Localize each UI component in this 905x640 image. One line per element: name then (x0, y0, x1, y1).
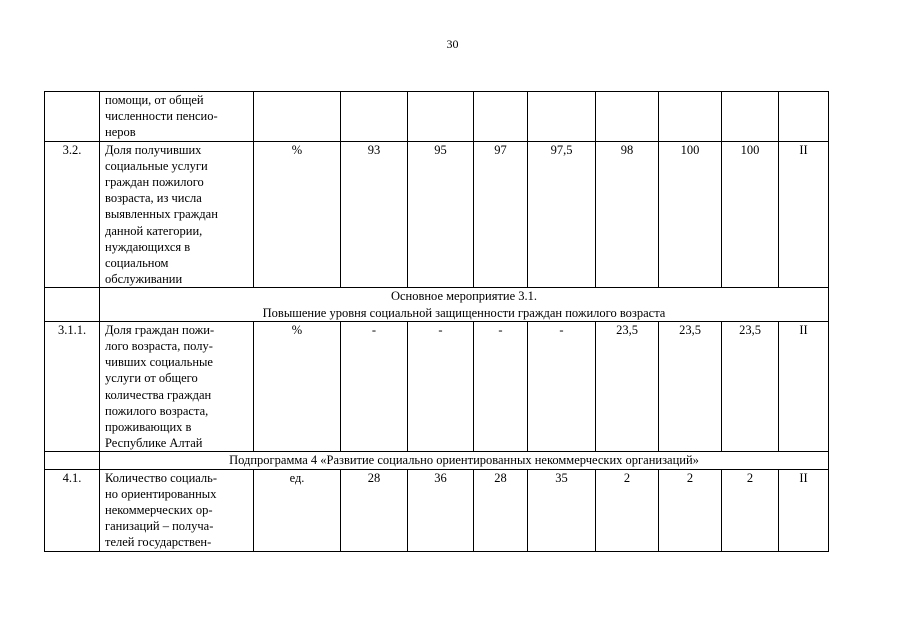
indicator-name-line: ганизаций – получа- (105, 519, 214, 534)
value-cell: - (341, 321, 408, 452)
indicator-name-cell (100, 469, 254, 551)
value-cell: 23,5 (722, 321, 779, 452)
indicator-name-line: неров (105, 125, 136, 140)
section-title-line: Повышение уровня социальной защищенности граждан пожилого возраста (262, 305, 666, 320)
value-cell: 93 (341, 141, 408, 288)
indicator-name-line: проживающих в (105, 420, 192, 435)
section-title-cell (100, 452, 829, 469)
section-row (45, 288, 829, 321)
indicator-name-line: телей государствен- (105, 535, 212, 550)
value-cell: 23,5 (659, 321, 722, 452)
indicator-name-cell (100, 321, 254, 452)
value-cell (659, 92, 722, 142)
value-cell: 97,5 (528, 141, 596, 288)
value-cell: 100 (722, 141, 779, 288)
table-row (45, 469, 829, 551)
value-cell (408, 92, 474, 142)
indicator-number-cell (45, 92, 100, 142)
value-cell: 2 (596, 469, 659, 551)
indicator-name-line: некоммерческих ор- (105, 503, 213, 518)
section-title-cell (100, 288, 829, 321)
section-number-cell (45, 452, 100, 469)
unit-cell: % (254, 321, 341, 452)
unit-cell (254, 92, 341, 142)
source-cell: II (779, 141, 829, 288)
table-row (45, 321, 829, 452)
value-cell (341, 92, 408, 142)
value-cell: 97 (474, 141, 528, 288)
value-cell (596, 92, 659, 142)
source-cell (779, 92, 829, 142)
indicator-name-line: чивших социальные (105, 355, 213, 370)
indicator-name-line: количества граждан (105, 387, 212, 402)
section-number-cell (45, 288, 100, 321)
indicator-name-line: Доля получивших (105, 142, 202, 157)
value-cell (722, 92, 779, 142)
indicator-name-line: но ориентированных (105, 486, 217, 501)
table-row (45, 141, 829, 288)
indicator-name-line: данной категории, (105, 223, 203, 238)
indicator-name-line: социальном (105, 256, 169, 271)
indicator-number-cell: 3.1.1. (45, 321, 100, 452)
table-body (45, 92, 829, 552)
indicator-number-cell: 4.1. (45, 469, 100, 551)
indicator-name-line: численности пенсио- (105, 109, 218, 124)
value-cell: 98 (596, 141, 659, 288)
indicator-name-line: Количество социаль- (105, 470, 218, 485)
indicator-number-cell: 3.2. (45, 141, 100, 288)
indicator-name-cell (100, 92, 254, 142)
indicator-name-line: возраста, из числа (105, 191, 202, 206)
indicator-name-line: услуги от общего (105, 371, 198, 386)
indicator-table (44, 91, 829, 552)
value-cell: - (408, 321, 474, 452)
section-title-line: Основное мероприятие 3.1. (390, 289, 538, 304)
value-cell: 35 (528, 469, 596, 551)
page-number: 30 (446, 37, 459, 51)
value-cell: 36 (408, 469, 474, 551)
value-cell: 2 (659, 469, 722, 551)
source-cell: II (779, 321, 829, 452)
indicator-name-line: помощи, от общей (105, 93, 204, 107)
indicator-name-line: нуждающихся в (105, 239, 191, 254)
indicator-name-line: социальные услуги (105, 158, 208, 173)
value-cell: 100 (659, 141, 722, 288)
value-cell: 23,5 (596, 321, 659, 452)
indicator-name-line: пожилого возраста, (105, 403, 209, 418)
unit-cell: ед. (254, 469, 341, 551)
indicator-name-line: обслуживании (105, 272, 183, 287)
indicator-name-line: лого возраста, полу- (105, 339, 213, 354)
value-cell: 28 (341, 469, 408, 551)
indicator-name-cell (100, 141, 254, 288)
section-row (45, 452, 829, 469)
indicator-name-line: граждан пожилого (105, 175, 204, 190)
table-row (45, 92, 829, 142)
source-cell: II (779, 469, 829, 551)
section-title-line: Подпрограмма 4 «Развитие социально ориентированных некоммерческих организаций» (229, 453, 699, 468)
value-cell (474, 92, 528, 142)
value-cell: 95 (408, 141, 474, 288)
value-cell: - (474, 321, 528, 452)
unit-cell: % (254, 141, 341, 288)
indicator-name-line: Республике Алтай (105, 436, 203, 451)
value-cell: 28 (474, 469, 528, 551)
value-cell: 2 (722, 469, 779, 551)
value-cell (528, 92, 596, 142)
indicator-name-line: выявленных граждан (105, 207, 218, 222)
indicator-name-line: Доля граждан пожи- (105, 322, 215, 337)
value-cell: - (528, 321, 596, 452)
